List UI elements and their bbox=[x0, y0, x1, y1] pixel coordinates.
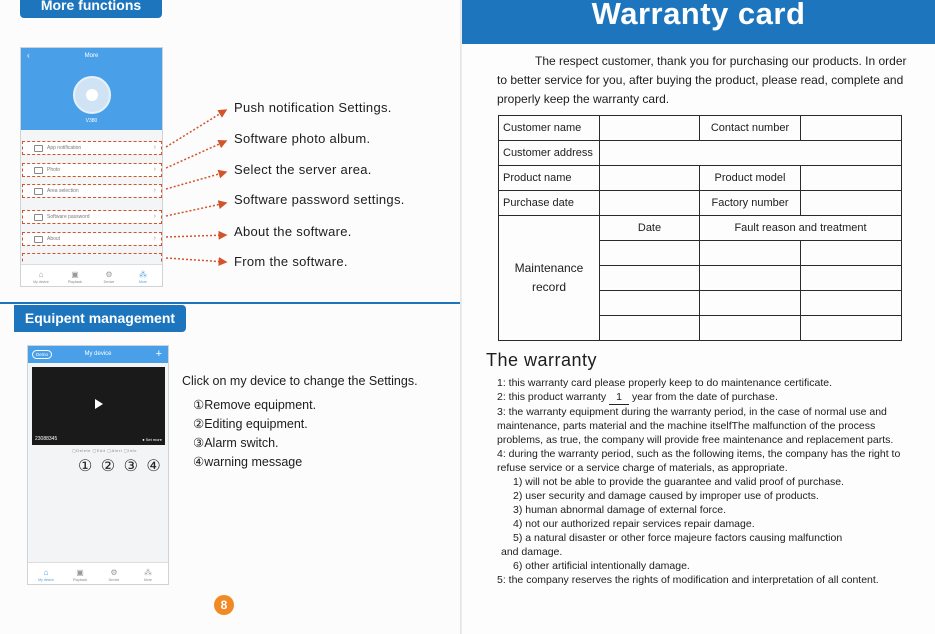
intro-paragraph: The respect customer, thank you for purchasing our products. In order to better service for you, after buying the product, please read, complete and properly keep the warranty card. bbox=[497, 54, 907, 106]
field-purchase-date[interactable] bbox=[600, 191, 700, 216]
field-record-treatment[interactable] bbox=[801, 316, 902, 341]
equipment-management-tab: Equipent management bbox=[14, 305, 186, 332]
item-edit-equipment: ②Editing equipment. bbox=[193, 417, 308, 431]
field-record-treatment[interactable] bbox=[801, 291, 902, 316]
clause-1: 1: this warranty card please properly keep to do maintenance certificate. bbox=[497, 377, 833, 389]
section-divider bbox=[0, 302, 460, 304]
user-name: V380 bbox=[85, 118, 98, 124]
clause-5: 5: the company reserves the rights of modification and interpretation of all content. bbox=[497, 574, 879, 586]
menu-item-area-selection[interactable]: Area selection › bbox=[23, 185, 161, 197]
home-icon: ⌂ bbox=[38, 270, 44, 279]
label-customer-address: Customer address bbox=[499, 141, 600, 166]
sub-item: 1) will not be able to provide the guarantee and valid proof of purchase. bbox=[513, 476, 844, 488]
callout-about: About the software. bbox=[234, 224, 352, 239]
field-record-fault[interactable] bbox=[700, 241, 801, 266]
my-device-phone bbox=[27, 345, 169, 585]
field-product-model[interactable] bbox=[801, 166, 902, 191]
gear-icon: ⚙ bbox=[110, 568, 118, 577]
label-purchase-date: Purchase date bbox=[499, 191, 600, 216]
gear-icon: ⚙ bbox=[105, 270, 113, 279]
label-product-model: Product model bbox=[700, 166, 801, 191]
label-factory-number: Factory number bbox=[700, 191, 801, 216]
item-remove-equipment: ①Remove equipment. bbox=[193, 398, 317, 412]
nav-device[interactable]: ⚙ Device bbox=[100, 568, 128, 582]
callout-server-area: Select the server area. bbox=[234, 162, 372, 177]
grid-icon: ⁂ bbox=[144, 568, 152, 577]
field-record-date[interactable] bbox=[600, 241, 700, 266]
warranty-years: 1 bbox=[609, 390, 629, 405]
nav-device[interactable]: ⚙ Device bbox=[95, 270, 123, 284]
device-options[interactable]: ▢Delete ▢Edit ▢Alert ▢Info bbox=[72, 448, 137, 453]
option-numbers: ① ② ③ ④ bbox=[78, 458, 163, 475]
grid-icon: ⁂ bbox=[139, 270, 147, 279]
item-alarm-switch: ③Alarm switch. bbox=[193, 436, 279, 450]
field-record-date[interactable] bbox=[600, 266, 700, 291]
more-functions-tab: More functions bbox=[20, 0, 162, 18]
menu-item-photo[interactable]: Photo › bbox=[23, 164, 161, 176]
menu-item-app-notification[interactable]: App notification › bbox=[23, 142, 161, 154]
field-record-treatment[interactable] bbox=[801, 241, 902, 266]
page-number: 8 bbox=[214, 595, 234, 615]
field-record-date[interactable] bbox=[600, 316, 700, 341]
label-date: Date bbox=[600, 216, 700, 241]
play-icon: ▣ bbox=[76, 568, 84, 577]
set-more-link[interactable]: ● Set more bbox=[142, 437, 162, 442]
label-contact-number: Contact number bbox=[700, 116, 801, 141]
clause-4: 4: during the warranty period, such as the following items, the company has the right to refuse service or a service charge of materials, as appropriate. bbox=[497, 448, 901, 474]
warranty-terms bbox=[497, 376, 902, 587]
field-record-fault[interactable] bbox=[700, 291, 801, 316]
device-id: 23088345 bbox=[35, 436, 58, 442]
warranty-card-title: Warranty card bbox=[462, 0, 935, 44]
video-preview[interactable] bbox=[32, 367, 165, 445]
label-customer-name: Customer name bbox=[499, 116, 600, 141]
nav-my-device[interactable]: ⌂ My device bbox=[32, 568, 60, 582]
my-device-header bbox=[28, 346, 168, 363]
callout-arrows bbox=[0, 0, 460, 300]
nav-playback[interactable]: ▣ Playback bbox=[61, 270, 89, 284]
play-icon: ▣ bbox=[71, 270, 79, 279]
field-factory-number[interactable] bbox=[801, 191, 902, 216]
sub-item: 5) a natural disaster or other force majeure factors causing malfunction bbox=[513, 532, 843, 544]
nav-more[interactable]: ⁂ More bbox=[134, 568, 162, 582]
left-page bbox=[0, 0, 462, 634]
field-record-treatment[interactable] bbox=[801, 266, 902, 291]
back-arrow-icon[interactable]: ‹ bbox=[27, 51, 30, 60]
nav-more[interactable]: ⁂ More bbox=[129, 270, 157, 284]
clause-2: 2: this product warranty 1 year from the date of purchase. bbox=[497, 391, 778, 403]
nav-playback[interactable]: ▣ Playback bbox=[66, 568, 94, 582]
bottom-nav bbox=[28, 562, 168, 584]
play-icon[interactable] bbox=[95, 399, 103, 409]
nav-my-device[interactable]: ⌂ My device bbox=[27, 270, 55, 284]
field-contact-number[interactable] bbox=[801, 116, 902, 141]
label-product-name: Product name bbox=[499, 166, 600, 191]
equipment-instruction: Click on my device to change the Settings. bbox=[182, 374, 418, 388]
right-page bbox=[462, 0, 935, 634]
sub-item: 6) other artificial intentionally damage. bbox=[513, 560, 690, 572]
label-maintenance-record: Maintenance record bbox=[499, 216, 600, 341]
add-device-icon[interactable]: + bbox=[155, 348, 162, 360]
clause-3: 3: the warranty equipment during the warranty period, in the case of normal use and maintenance, parts material and the machine itselfThe malfunction of the process problems, as true, the company will provide free maintenance and replacement parts. bbox=[497, 406, 894, 446]
menu-item-about[interactable]: About › bbox=[23, 233, 161, 245]
label-fault-reason: Fault reason and treatment bbox=[700, 216, 902, 241]
field-customer-name[interactable] bbox=[600, 116, 700, 141]
menu-item-software-password[interactable]: Software password › bbox=[23, 211, 161, 223]
callout-push-notification: Push notification Settings. bbox=[234, 100, 392, 115]
demo-button[interactable]: Demo bbox=[32, 350, 52, 359]
callout-exit: From the software. bbox=[234, 254, 348, 269]
home-icon: ⌂ bbox=[43, 568, 49, 577]
sub-item: 4) not our authorized repair services repair damage. bbox=[513, 518, 755, 530]
warranty-table bbox=[498, 115, 902, 341]
sub-item: and damage. bbox=[501, 546, 563, 558]
callout-password: Software password settings. bbox=[234, 192, 405, 207]
field-record-date[interactable] bbox=[600, 291, 700, 316]
callout-photo-album: Software photo album. bbox=[234, 131, 371, 146]
more-screen-title: More bbox=[84, 53, 99, 59]
field-product-name[interactable] bbox=[600, 166, 700, 191]
item-warning-message: ④warning message bbox=[193, 455, 303, 469]
field-record-fault[interactable] bbox=[700, 316, 801, 341]
my-device-title: My device bbox=[84, 351, 112, 357]
sub-item: 2) user security and damage caused by improper use of products. bbox=[513, 490, 819, 502]
sub-item: 3) human abnormal damage of external force. bbox=[513, 504, 727, 516]
warranty-heading: The warranty bbox=[486, 350, 598, 370]
field-customer-address[interactable] bbox=[600, 141, 902, 166]
field-record-fault[interactable] bbox=[700, 266, 801, 291]
